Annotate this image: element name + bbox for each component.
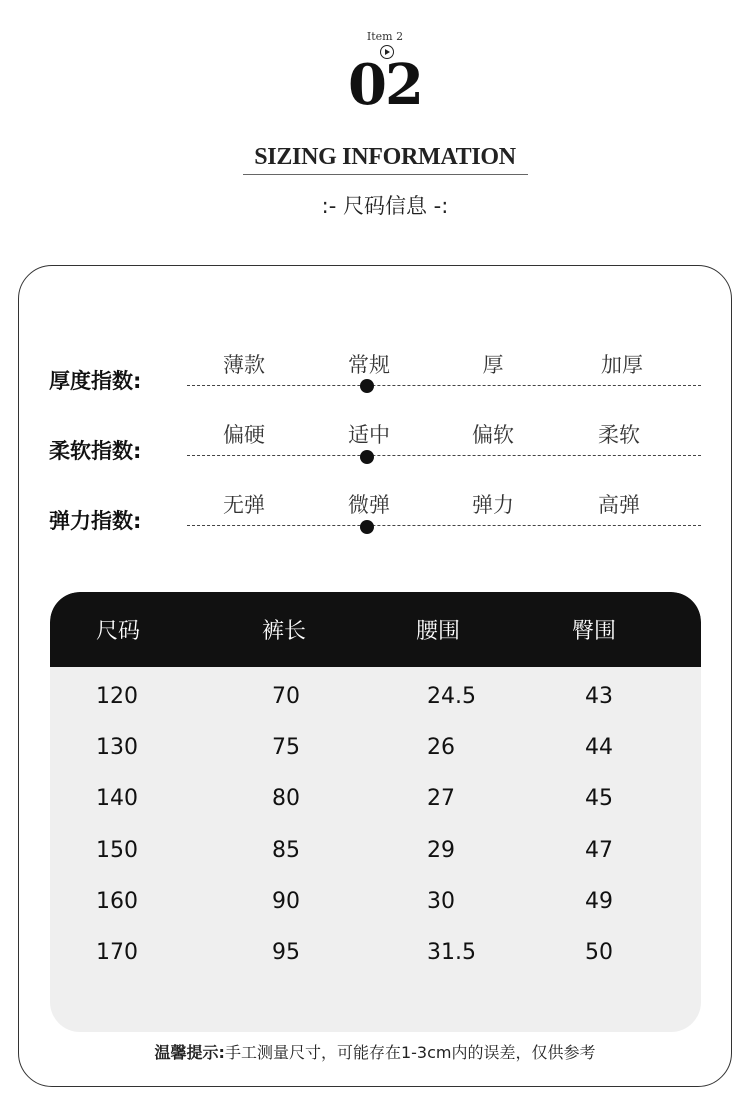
index-option: 薄款 <box>223 353 265 377</box>
table-header <box>50 592 701 667</box>
item-number: 02 <box>348 52 422 118</box>
tip-text: 手工测量尺寸，可能存在1-3cm内的误差，仅供参考 <box>224 1043 596 1062</box>
page-header <box>0 0 750 240</box>
table-cell: 50 <box>585 940 613 965</box>
index-option: 常规 <box>348 353 390 377</box>
item-label: Item 2 <box>366 30 404 43</box>
index-option: 无弹 <box>223 493 265 517</box>
table-cell: 24.5 <box>427 684 476 709</box>
index-option: 适中 <box>348 423 390 447</box>
column-header-waist: 腰围 <box>416 619 461 644</box>
column-header-hip: 臀围 <box>572 619 617 644</box>
index-option: 微弹 <box>348 493 390 517</box>
table-cell: 130 <box>96 735 138 761</box>
index-scale-line <box>187 455 701 456</box>
table-cell: 43 <box>585 684 613 709</box>
table-cell: 70 <box>272 684 300 709</box>
index-option: 厚 <box>482 353 504 377</box>
section-title-cn: :- 尺码信息 -: <box>321 194 449 218</box>
table-cell: 85 <box>272 837 300 863</box>
softness-index-row <box>0 415 750 475</box>
index-option: 偏硬 <box>223 423 265 447</box>
index-option: 柔软 <box>598 423 640 447</box>
elasticity-index-row <box>0 485 750 545</box>
index-option: 高弹 <box>598 493 640 517</box>
table-cell: 45 <box>585 786 613 812</box>
index-label: 柔软指数: <box>49 439 142 463</box>
index-option: 偏软 <box>472 423 514 447</box>
table-cell: 30 <box>427 888 455 914</box>
table-cell: 29 <box>427 837 455 863</box>
index-option: 加厚 <box>601 353 643 377</box>
thickness-index-row <box>0 345 750 405</box>
index-label: 弹力指数: <box>49 509 142 533</box>
table-cell: 120 <box>96 684 138 709</box>
index-marker <box>360 379 374 393</box>
index-marker <box>360 450 374 464</box>
table-cell: 27 <box>427 786 455 812</box>
table-cell: 49 <box>585 888 613 914</box>
index-option: 弹力 <box>472 493 514 517</box>
table-cell: 140 <box>96 786 138 812</box>
table-cell: 75 <box>272 735 300 761</box>
table-cell: 80 <box>272 786 300 812</box>
size-table <box>50 592 701 1032</box>
tip-label: 温馨提示: <box>154 1043 225 1062</box>
tip-note <box>0 1040 750 1063</box>
index-scale-line <box>187 385 701 386</box>
table-cell: 95 <box>272 940 300 965</box>
column-header-size: 尺码 <box>96 619 141 644</box>
section-title-en: SIZING INFORMATION <box>254 144 516 170</box>
index-label: 厚度指数: <box>49 369 142 393</box>
table-cell: 44 <box>585 735 613 761</box>
index-scale-line <box>187 525 701 526</box>
table-cell: 150 <box>96 837 138 863</box>
table-cell: 90 <box>272 888 300 914</box>
table-cell: 160 <box>96 888 138 914</box>
table-cell: 26 <box>427 735 455 761</box>
table-cell: 170 <box>96 940 138 965</box>
index-marker <box>360 520 374 534</box>
table-cell: 47 <box>585 837 613 863</box>
column-header-length: 裤长 <box>262 619 307 644</box>
title-underline <box>243 174 528 175</box>
table-cell: 31.5 <box>427 940 476 965</box>
